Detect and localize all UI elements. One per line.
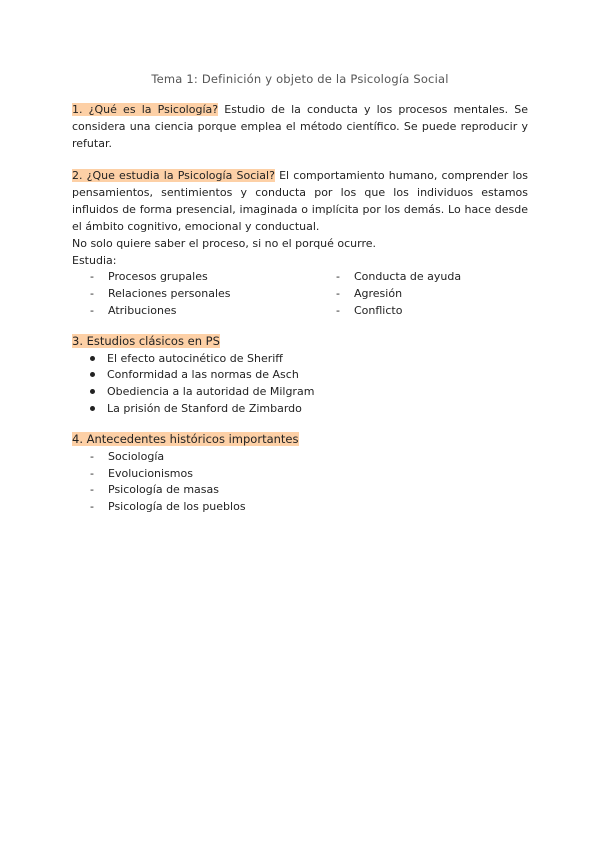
section-1 <box>72 101 528 152</box>
list-item: Obediencia a la autoridad de Milgram <box>90 383 314 400</box>
list-item: - Psicología de masas <box>90 483 219 496</box>
list-item: - Agresión <box>336 287 403 300</box>
bullet-icon <box>90 389 95 394</box>
list-item: Conformidad a las normas de Asch <box>90 366 299 383</box>
list-item: El efecto autocinético de Sheriff <box>90 350 283 367</box>
bullet-icon <box>90 356 95 361</box>
section-2-line3: Estudia: <box>72 254 117 267</box>
list-item: - Sociología <box>90 450 165 463</box>
list-item: - Conducta de ayuda <box>336 270 462 283</box>
section-2-line2: No solo quiere saber el proceso, si no el porqué ocurre. <box>72 237 377 250</box>
list-item: - Procesos grupales <box>90 270 208 283</box>
list-item: - Conflicto <box>336 304 403 317</box>
section-1-heading: 1. ¿Qué es la Psicología? <box>72 103 219 116</box>
bullet-icon <box>90 406 95 411</box>
list-item: - Evolucionismos <box>90 467 193 480</box>
list-item: - Relaciones personales <box>90 287 231 300</box>
section-3-heading: 3. Estudios clásicos en PS <box>72 334 220 348</box>
list-item: La prisión de Stanford de Zimbardo <box>90 400 302 417</box>
list-item: - Atribuciones <box>90 304 177 317</box>
section-4-heading: 4. Antecedentes históricos importantes <box>72 432 299 446</box>
section-2 <box>72 167 528 235</box>
section-2-text: El comportamiento humano, comprender los pensamientos, sentimientos y conducta por los que los individuos estamos influidos de forma presencial, imaginada o implícita por los demás. Lo hace desde el ámbito cognitivo, emocional y conductual. <box>72 169 528 233</box>
document-title: Tema 1: Definición y objeto de la Psicología Social <box>151 72 449 86</box>
section-2-heading: 2. ¿Que estudia la Psicología Social? <box>72 169 275 182</box>
bullet-icon <box>90 372 95 377</box>
section-1-text: Estudio de la conducta y los procesos mentales. Se considera una ciencia porque emplea el método científico. Se puede reproducir y refutar. <box>72 103 528 150</box>
list-item: - Psicología de los pueblos <box>90 500 246 513</box>
